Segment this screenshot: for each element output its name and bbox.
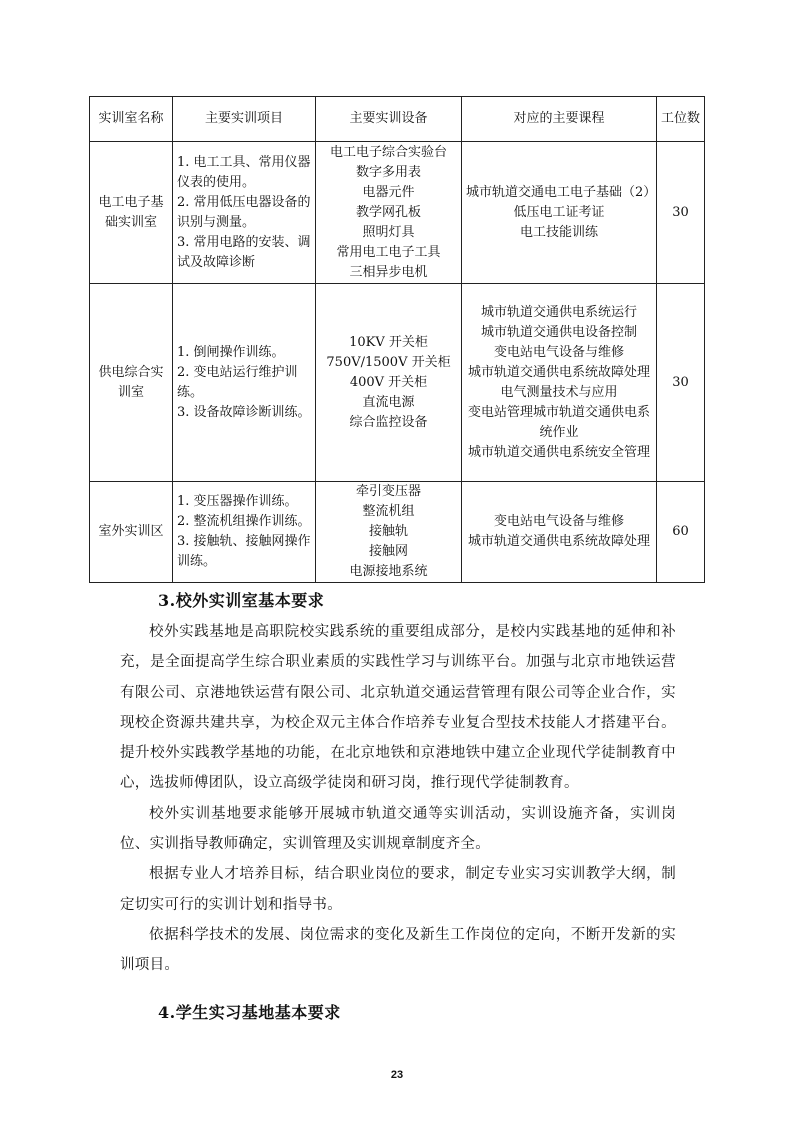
equipment-item: 电源接地系统 [349,564,428,579]
training-items [173,482,316,583]
training-item: 1. 倒闸操作训练。 [177,344,285,360]
training-item: 1. 电工工具、常用仪器仪表的使用。 [177,154,311,190]
equipment-item: 电器元件 [362,184,415,200]
page-number: 23 [390,1069,404,1081]
training-item: 2. 整流机组操作训练。 [177,514,311,529]
seat-count: 30 [657,142,705,284]
course-item: 城市轨道交通供电系统故障处理 [467,534,650,549]
equipment-item: 常用电工电子工具 [336,244,441,260]
section-heading: 3.校外实训室基本要求 [158,591,325,610]
table-row [90,142,705,284]
header-seats: 工位数 [657,97,705,142]
equipment-item: 牵引变压器 [355,484,421,499]
equipment-item: 750V/1500V 开关柜 [326,354,451,370]
course-item: 变电站管理城市轨道交通供电系统作业 [467,404,650,440]
course-item: 电工技能训练 [519,224,598,240]
course-item: 城市轨道交通电工电子基础（2） [466,184,657,200]
course-item: 低压电工证考证 [513,204,605,220]
equipment-item: 10KV 开关柜 [349,334,428,350]
course-item: 城市轨道交通供电系统运行 [480,304,637,320]
training-item: 2. 变电站运行维护训练。 [177,364,298,400]
training-item: 3. 接触轨、接触网操作训练。 [177,534,311,569]
training-item: 3. 设备故障诊断训练。 [177,404,311,420]
paragraph: 根据专业人才培养目标，结合职业岗位的要求，制定专业实习实训教学大纲，制定切实可行的实训计划和指导书。 [120,866,676,913]
room-name: 电工电子基础实训室 [90,142,173,284]
header-equipment: 主要实训设备 [316,97,462,142]
equipment-list [316,284,462,482]
course-item: 变电站电气设备与维修 [493,514,624,529]
training-item: 2. 常用低压电器设备的识别与测量。 [177,194,311,230]
training-room-table [89,96,705,583]
training-item: 1. 变压器操作训练。 [177,494,298,509]
training-item: 3. 常用电路的安装、调试及故障诊断 [177,234,311,270]
table-row [90,482,705,583]
equipment-item: 教学网孔板 [355,204,421,220]
room-name: 室外实训区 [90,482,173,583]
training-items [173,142,316,284]
equipment-item: 数字多用表 [355,164,421,180]
course-list [462,142,657,284]
paragraph: 依据科学技术的发展、岗位需求的变化及新生工作岗位的定向，不断开发新的实训项目。 [120,926,676,974]
course-item: 电气测量技术与应用 [500,384,618,400]
header-items: 主要实训项目 [173,97,316,142]
table-header-row [90,97,705,142]
equipment-item: 电工电子综合实验台 [329,144,447,160]
course-item: 城市轨道交通供电系统故障处理 [467,364,650,380]
paragraph: 校外实训基地要求能够开展城市轨道交通等实训活动，实训设施齐备，实训岗位、实训指导教师确定，实训管理及实训规章制度齐全。 [120,805,676,853]
course-list [462,482,657,583]
seat-count: 30 [657,284,705,482]
section-body [120,617,676,981]
paragraph: 校外实践基地是高职院校实践系统的重要组成部分，是校内实践基地的延伸和补充，是全面提高学生综合职业素质的实践性学习与训练平台。加强与北京市地铁运营有限公司、京港地铁运营有限公司、北京轨道交通运营管理有限公司等企业合作，实现校企资源共建共享，为校企双元主体合作培养专业复合型技术技能人才搭建平台。提升校外实践教学基地的功能，在北京地铁和京港地铁中建立企业现代学徒制教育中心，选拔师傅团队，设立高级学徒岗和研习岗，推行现代学徒制教育。 [120,624,676,792]
equipment-item: 接触轨 [368,524,408,539]
course-list [462,284,657,482]
equipment-item: 400V 开关柜 [349,374,428,390]
room-name: 供电综合实训室 [90,284,173,482]
equipment-item: 综合监控设备 [349,414,428,430]
course-item: 城市轨道交通供电设备控制 [480,324,637,340]
equipment-item: 三相异步电机 [349,264,428,280]
equipment-list [316,142,462,284]
equipment-item: 照明灯具 [362,224,415,240]
header-room-name: 实训室名称 [90,97,173,142]
training-items [173,284,316,482]
equipment-item: 直流电源 [362,394,415,410]
equipment-list [316,482,462,583]
header-courses: 对应的主要课程 [462,97,657,142]
equipment-item: 接触网 [368,544,408,559]
table-row [90,284,705,482]
seat-count: 60 [657,482,705,583]
course-item: 城市轨道交通供电系统安全管理 [467,444,650,460]
equipment-item: 整流机组 [362,504,415,519]
course-item: 变电站电气设备与维修 [493,344,624,360]
section-heading: 4.学生实习基地基本要求 [158,1003,341,1022]
